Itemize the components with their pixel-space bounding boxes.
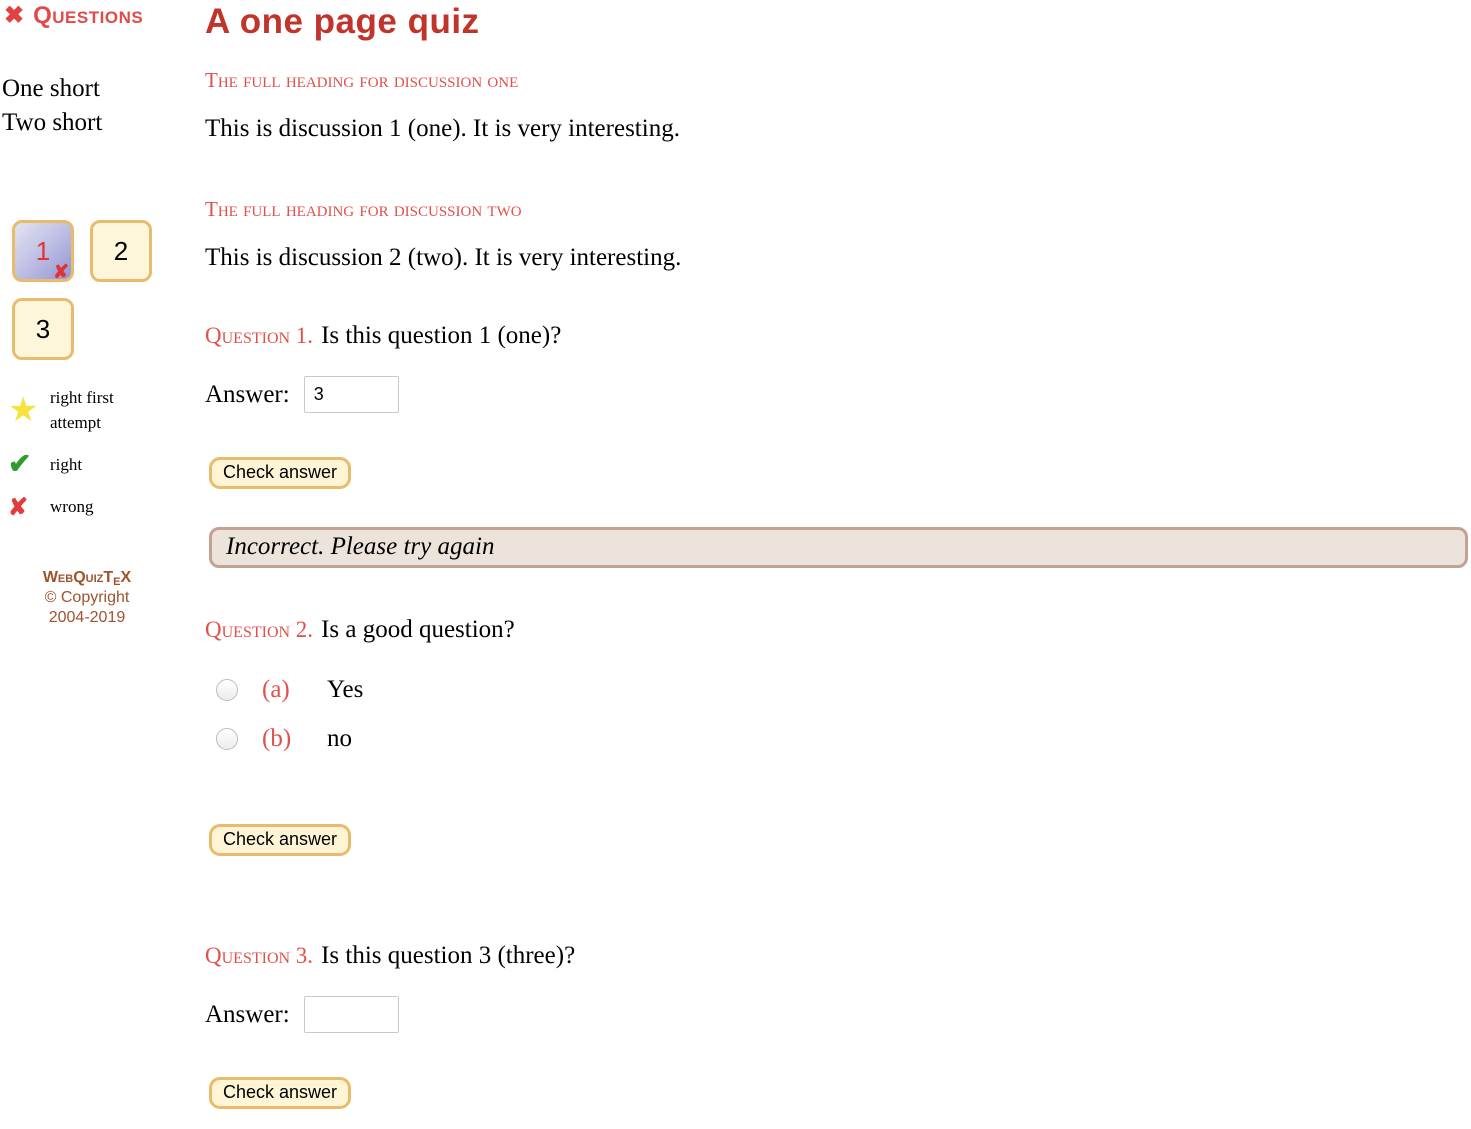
legend-label: right first attempt bbox=[50, 388, 114, 432]
option-b-radio[interactable] bbox=[216, 728, 238, 750]
question-2-text: Is a good question? bbox=[321, 616, 515, 643]
brand-part: X bbox=[120, 568, 132, 586]
question-2-options bbox=[216, 676, 1471, 753]
discussion-one-heading: The full heading for discussion one bbox=[205, 68, 519, 92]
option-b-label: no bbox=[327, 725, 352, 752]
question-1-label: Question 1. bbox=[205, 323, 314, 348]
sidebar-item-one-short[interactable]: One short bbox=[2, 75, 100, 102]
discussion-two-text: This is discussion 2 (two). It is very interesting. bbox=[205, 244, 682, 271]
wrong-mark-icon: ✘ bbox=[53, 262, 69, 283]
option-b-key: (b) bbox=[262, 725, 292, 752]
cross-icon: ✘ bbox=[8, 494, 29, 521]
question-1-check-answer-button[interactable]: Check answer bbox=[209, 457, 351, 489]
brand-part: e bbox=[113, 571, 121, 589]
option-a-radio[interactable] bbox=[216, 679, 238, 701]
question-button-1[interactable] bbox=[12, 220, 74, 282]
question-3-heading bbox=[205, 942, 1471, 970]
webquiztex-footer bbox=[4, 568, 170, 628]
quiz-content bbox=[200, 0, 1471, 1129]
legend-row-wrong bbox=[8, 495, 200, 520]
question-2-label: Question 2. bbox=[205, 617, 314, 642]
star-icon: ★ bbox=[8, 391, 39, 429]
sidebar-header-label: Questions bbox=[33, 2, 144, 29]
copyright-line: © Copyright bbox=[44, 588, 130, 606]
discussion-two-heading: The full heading for discussion two bbox=[205, 197, 522, 221]
option-a-key: (a) bbox=[262, 676, 290, 703]
option-a-row bbox=[216, 676, 1471, 704]
question-3-text: Is this question 3 (three)? bbox=[321, 942, 576, 969]
sidebar-nav bbox=[2, 72, 200, 140]
question-1-feedback: Incorrect. Please try again bbox=[209, 527, 1468, 568]
question-button-2-label: 2 bbox=[113, 235, 129, 266]
brand-part: WebQuiz bbox=[42, 568, 104, 586]
legend-row-right bbox=[8, 451, 200, 479]
answer-label: Answer: bbox=[205, 1000, 290, 1028]
question-1-answer-row bbox=[205, 376, 1471, 413]
question-1-heading bbox=[205, 322, 1471, 350]
question-button-3-label: 3 bbox=[35, 313, 51, 344]
question-3-check-answer-button[interactable]: Check answer bbox=[209, 1077, 351, 1109]
question-2-check-answer-button[interactable]: Check answer bbox=[209, 824, 351, 856]
webquiztex-brand bbox=[4, 568, 170, 588]
option-a-label: Yes bbox=[327, 676, 364, 703]
legend-row-right-first bbox=[8, 386, 200, 435]
answer-label: Answer: bbox=[205, 380, 290, 408]
sidebar-header[interactable] bbox=[4, 2, 200, 30]
question-2-heading bbox=[205, 616, 1471, 644]
page-title: A one page quiz bbox=[205, 2, 480, 41]
sidebar bbox=[0, 0, 200, 1129]
cross-icon: ✖ bbox=[4, 2, 25, 29]
question-3-answer-row bbox=[205, 996, 1471, 1033]
question-1-text: Is this question 1 (one)? bbox=[321, 322, 562, 349]
question-button-grid bbox=[12, 220, 152, 360]
sidebar-item-two-short[interactable]: Two short bbox=[2, 109, 103, 136]
question-3-answer-input[interactable] bbox=[304, 996, 399, 1033]
legend-label: right bbox=[50, 454, 83, 474]
question-button-2[interactable] bbox=[90, 220, 152, 282]
legend bbox=[8, 386, 200, 520]
discussion-one-text: This is discussion 1 (one). It is very interesting. bbox=[205, 115, 680, 142]
option-b-row bbox=[216, 725, 1471, 753]
copyright-years: 2004-2019 bbox=[48, 608, 126, 626]
question-3-label: Question 3. bbox=[205, 943, 314, 968]
brand-part: T bbox=[103, 568, 114, 586]
question-1-answer-input[interactable] bbox=[304, 376, 399, 413]
check-icon: ✔ bbox=[8, 449, 32, 481]
question-button-3[interactable] bbox=[12, 298, 74, 360]
legend-label: wrong bbox=[50, 497, 94, 517]
question-button-1-label: 1 bbox=[35, 235, 51, 266]
